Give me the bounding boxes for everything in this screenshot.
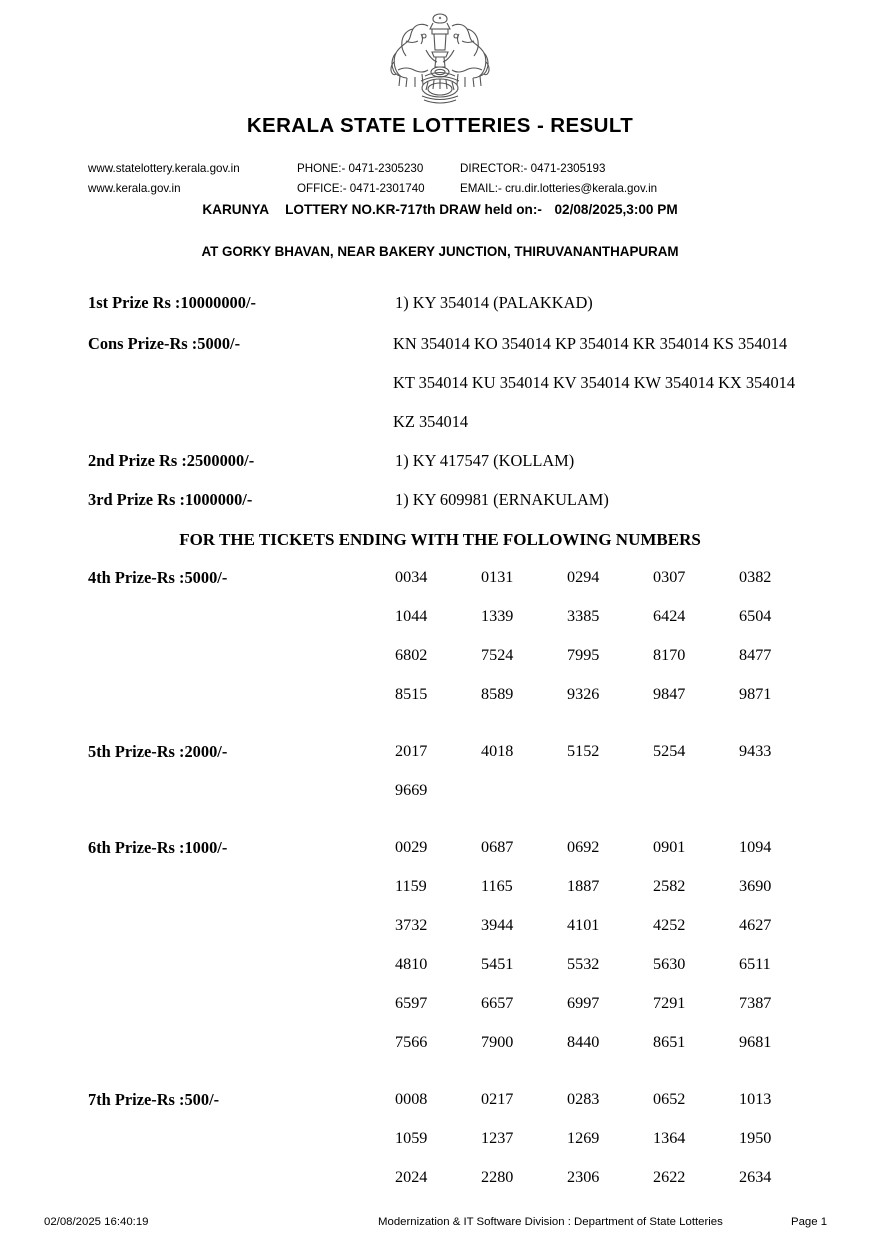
prize-number: 4810 xyxy=(395,955,428,973)
prize-number: 6657 xyxy=(481,994,514,1012)
prize-number: 0029 xyxy=(395,838,428,856)
phone-number: PHONE:- 0471-2305230 xyxy=(297,162,424,175)
prize-number: 3385 xyxy=(567,607,600,625)
website-primary: www.statelottery.kerala.gov.in xyxy=(88,162,240,175)
prize-number: 2306 xyxy=(567,1168,600,1186)
prize-number: 1269 xyxy=(567,1129,600,1147)
prize-number: 2280 xyxy=(481,1168,514,1186)
email-address: EMAIL:- cru.dir.lotteries@kerala.gov.in xyxy=(460,182,658,195)
prize-label-5th: 5th Prize-Rs :2000/- xyxy=(88,742,228,761)
prize-number: 0687 xyxy=(481,838,514,856)
prize-number: 0217 xyxy=(481,1090,514,1108)
prize-number: 0034 xyxy=(395,568,428,586)
prize-label-4th: 4th Prize-Rs :5000/- xyxy=(88,568,228,587)
prize-number: 0307 xyxy=(653,568,686,586)
prize-value-2nd: 1) KY 417547 (KOLLAM) xyxy=(395,451,575,470)
prize-label-consolation: Cons Prize-Rs :5000/- xyxy=(88,334,241,353)
prize-number: 3732 xyxy=(395,916,428,934)
prize-label-2nd: 2nd Prize Rs :2500000/- xyxy=(88,451,255,470)
prize-number: 3944 xyxy=(481,916,514,934)
prize-number: 9847 xyxy=(653,685,686,703)
prize-number: 8477 xyxy=(739,646,772,664)
prize-number: 2024 xyxy=(395,1168,428,1186)
prize-number: 1059 xyxy=(395,1129,428,1147)
prize-number: 8440 xyxy=(567,1033,600,1051)
prize-number: 7524 xyxy=(481,646,514,664)
prize-number: 2634 xyxy=(739,1168,772,1186)
prize-label-1st: 1st Prize Rs :10000000/- xyxy=(88,293,256,312)
footer-page-number: Page 1 xyxy=(791,1216,828,1228)
prize-number: 4252 xyxy=(653,916,686,934)
prize-number: 8515 xyxy=(395,685,428,703)
prize-number: 8589 xyxy=(481,685,514,703)
prize-number: 1339 xyxy=(481,607,514,625)
prize-number: 6597 xyxy=(395,994,428,1012)
prize-number: 4018 xyxy=(481,742,514,760)
prize-label-3rd: 3rd Prize Rs :1000000/- xyxy=(88,490,253,509)
prize-value-1st: 1) KY 354014 (PALAKKAD) xyxy=(395,293,593,312)
prize-number: 9669 xyxy=(395,781,428,799)
lottery-name: KARUNYA xyxy=(202,202,269,217)
venue-line: AT GORKY BHAVAN, NEAR BAKERY JUNCTION, THIRUVANANTHAPURAM xyxy=(201,244,679,259)
prize-number: 1013 xyxy=(739,1090,772,1108)
prize-number: 4101 xyxy=(567,916,600,934)
draw-datetime: 02/08/2025,3:00 PM xyxy=(554,202,678,217)
consolation-line-2: KT 354014 KU 354014 KV 354014 KW 354014 KX 354014 xyxy=(393,373,796,392)
prize-number: 1159 xyxy=(395,877,427,895)
page-title: KERALA STATE LOTTERIES - RESULT xyxy=(246,114,634,137)
emblem-container xyxy=(0,10,880,113)
prize-number: 0008 xyxy=(395,1090,428,1108)
prize-number: 8170 xyxy=(653,646,686,664)
prize-number: 5630 xyxy=(653,955,686,973)
prize-number: 7566 xyxy=(395,1033,428,1051)
prize-number: 1044 xyxy=(395,607,428,625)
prize-number: 3690 xyxy=(739,877,772,895)
prize-number: 9681 xyxy=(739,1033,772,1051)
office-number: OFFICE:- 0471-2301740 xyxy=(297,182,425,195)
prize-value-3rd: 1) KY 609981 (ERNAKULAM) xyxy=(395,490,609,509)
consolation-line-3: KZ 354014 xyxy=(393,412,469,431)
prize-label-6th: 6th Prize-Rs :1000/- xyxy=(88,838,228,857)
prize-number: 1165 xyxy=(481,877,513,895)
prize-number: 4627 xyxy=(739,916,772,934)
prize-number: 1887 xyxy=(567,877,600,895)
prize-number: 8651 xyxy=(653,1033,686,1051)
prize-number: 6802 xyxy=(395,646,428,664)
consolation-line-1: KN 354014 KO 354014 KP 354014 KR 354014 KS 354014 xyxy=(393,334,788,353)
prize-number: 7291 xyxy=(653,994,686,1012)
director-number: DIRECTOR:- 0471-2305193 xyxy=(460,162,606,175)
prize-number: 5532 xyxy=(567,955,600,973)
prize-number: 1950 xyxy=(739,1129,772,1147)
prize-number: 9433 xyxy=(739,742,772,760)
lottery-number-text: LOTTERY NO.KR-717th DRAW held on:- xyxy=(285,202,542,217)
prize-number: 6997 xyxy=(567,994,600,1012)
prize-number: 9326 xyxy=(567,685,600,703)
prize-number: 9871 xyxy=(739,685,772,703)
prize-number: 6424 xyxy=(653,607,686,625)
section-heading-ending-numbers: FOR THE TICKETS ENDING WITH THE FOLLOWING NUMBERS xyxy=(179,530,701,549)
prize-number: 2017 xyxy=(395,742,428,760)
prize-number: 0294 xyxy=(567,568,600,586)
prize-number: 5152 xyxy=(567,742,600,760)
prize-number: 2582 xyxy=(653,877,686,895)
prize-number: 6511 xyxy=(739,955,771,973)
prize-number: 7995 xyxy=(567,646,600,664)
prize-number: 0382 xyxy=(739,568,772,586)
prize-number: 7900 xyxy=(481,1033,514,1051)
website-secondary: www.kerala.gov.in xyxy=(88,182,181,195)
prize-number: 0131 xyxy=(481,568,514,586)
prize-number: 1237 xyxy=(481,1129,514,1147)
prize-number: 1364 xyxy=(653,1129,686,1147)
prize-number: 0283 xyxy=(567,1090,600,1108)
prize-number: 5451 xyxy=(481,955,514,973)
prize-number: 0901 xyxy=(653,838,686,856)
draw-info-line xyxy=(0,202,880,217)
prize-number: 1094 xyxy=(739,838,772,856)
prize-label-7th: 7th Prize-Rs :500/- xyxy=(88,1090,220,1109)
prize-number: 0652 xyxy=(653,1090,686,1108)
prize-number: 0692 xyxy=(567,838,600,856)
prize-number: 5254 xyxy=(653,742,686,760)
kerala-state-emblem-icon xyxy=(388,10,492,108)
prize-number: 2622 xyxy=(653,1168,686,1186)
prize-number: 6504 xyxy=(739,607,772,625)
footer-timestamp: 02/08/2025 16:40:19 xyxy=(44,1216,149,1228)
footer-division: Modernization & IT Software Division : Department of State Lotteries xyxy=(378,1216,723,1228)
prize-number: 7387 xyxy=(739,994,772,1012)
